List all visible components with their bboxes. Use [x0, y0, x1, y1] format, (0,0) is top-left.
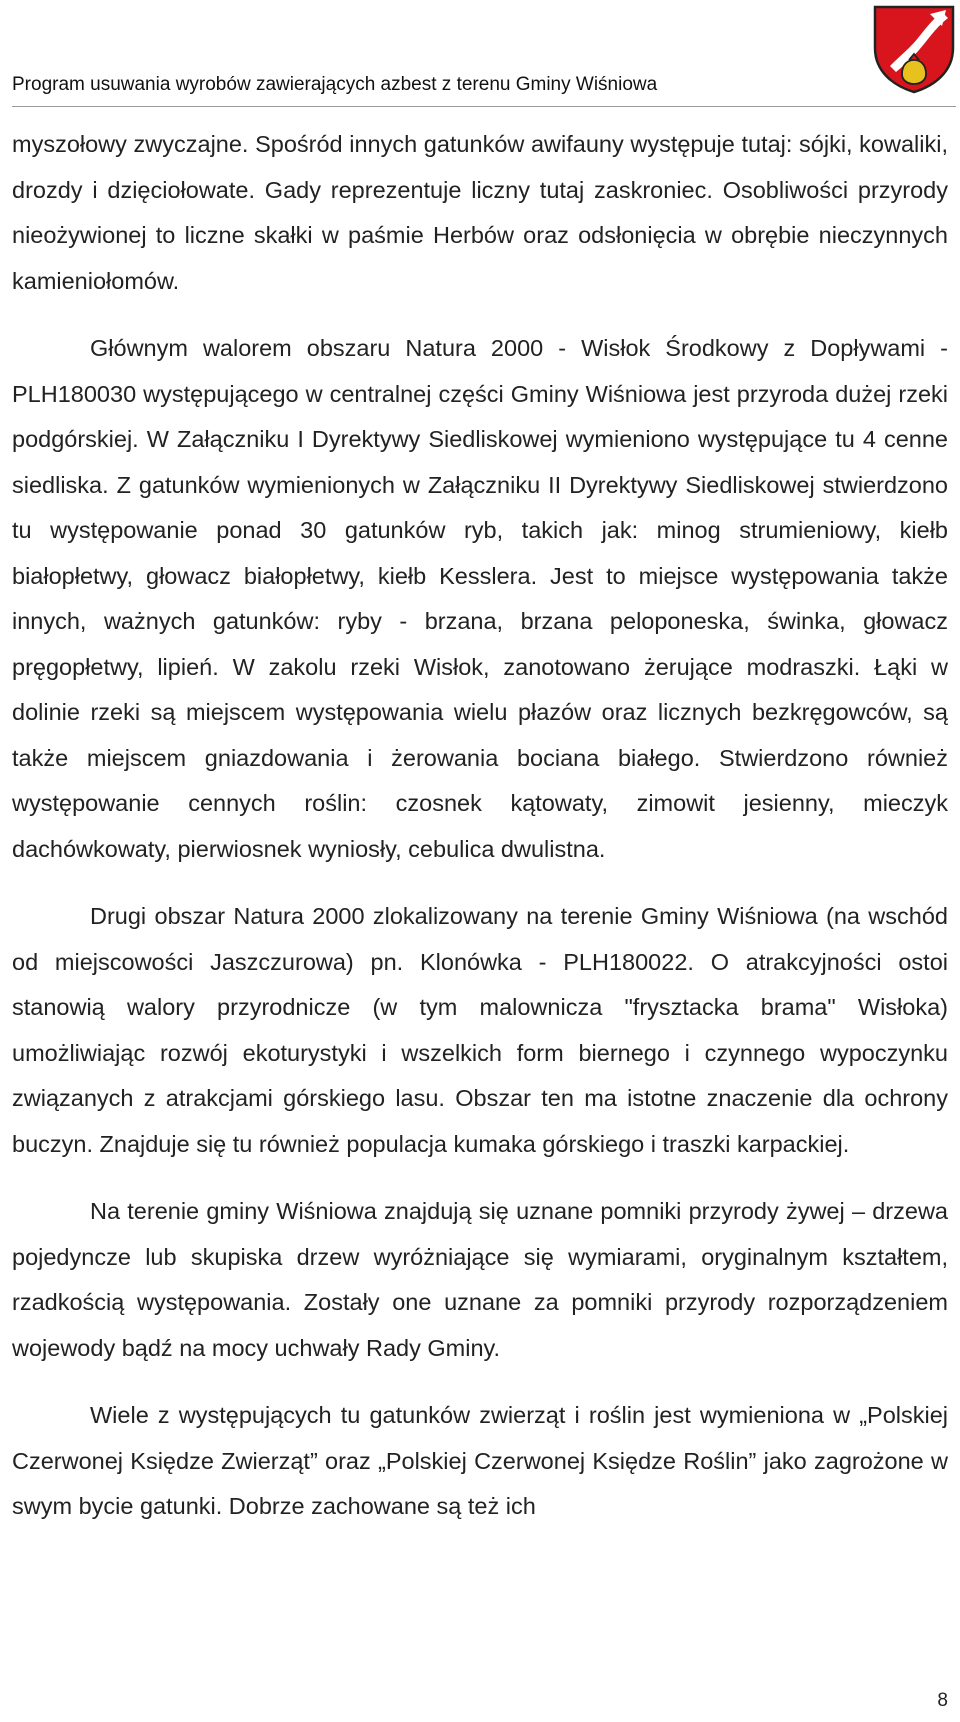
document-body: [12, 122, 948, 1552]
paragraph-nature-monuments: Na terenie gminy Wiśniowa znajdują się uznane pomniki przyrody żywej – drzewa pojedyncze lub skupiska drzew wyróżniające się wymiarami, oryginalnym kształtem, rzadkością występowania. Zostały one uznane za pomniki przyrody rozporządzeniem wojewody bądź na mocy uchwały Rady Gminy.: [12, 1198, 948, 1361]
page-header: [12, 0, 960, 108]
municipal-crest-icon: [872, 4, 956, 94]
paragraph-natura-wislok: Głównym walorem obszaru Natura 2000 - Wisłok Środkowy z Dopływami - PLH180030 występującego w centralnej części Gminy Wiśniowa jest przyroda dużej rzeki podgórskiej. W Załączniku I Dyrektywy Siedliskowej wymieniono występujące tu 4 cenne siedliska. Z gatunków wymienionych w Załączniku II Dyrektywy Siedliskowej stwierdzono tu występowanie ponad 30 gatunków ryb, takich jak: minog strumieniowy, kiełb białopłetwy, głowacz białopłetwy, kiełb Kesslera. Jest to miejsce występowania także innych, ważnych gatunków: ryby - brzana, brzana peloponeska, świnka, głowacz pręgopłetwy, lipień. W zakolu rzeki Wisłok, zanotowano żerujące modraszki. Łąki w dolinie rzeki są miejscem występowania wielu płazów oraz licznych bezkręgowców, są także miejscem gniazdowania i żerowania bociana białego. Stwierdzono również występowanie cennych roślin: czosnek kątowaty, zimowit jesienny, mieczyk dachówkowaty, pierwiosnek wyniosły, cebulica dwulistna.: [12, 335, 948, 862]
crest-bag: [902, 60, 926, 84]
paragraph-wildlife: myszołowy zwyczajne. Spośród innych gatunków awifauny występuje tutaj: sójki, kowaliki, drozdy i dzięciołowate. Gady reprezentuje liczny tutaj zaskroniec. Osobliwości przyrody nieożywionej to liczne skałki w paśmie Herbów oraz odsłonięcia w obrębie nieczynnych kamieniołomów.: [12, 131, 948, 294]
paragraph-natura-klonowka: Drugi obszar Natura 2000 zlokalizowany na terenie Gminy Wiśniowa (na wschód od miejscowości Jaszczurowa) pn. Klonówka - PLH180022. O atrakcyjności ostoi stanowią walory przyrodnicze (w tym malownicza "frysztacka brama" Wisłoka) umożliwiając rozwój ekoturystyki i wszelkich form biernego i czynnego wypoczynku związanych z atrakcjami górskiego lasu. Obszar ten ma istotne znaczenie dla ochrony buczyn. Znajduje się tu również populacja kumaka górskiego i traszki karpackiej.: [12, 903, 948, 1157]
header-title: Program usuwania wyrobów zawierających azbest z terenu Gminy Wiśniowa: [12, 74, 658, 95]
paragraph-red-book: Wiele z występujących tu gatunków zwierząt i roślin jest wymieniona w „Polskiej Czerwonej Księdze Zwierząt” oraz „Polskiej Czerwonej Księdze Roślin” jako zagrożone w swym bycie gatunki. Dobrze zachowane są też ich: [12, 1402, 948, 1519]
header-divider: [12, 106, 956, 107]
page-number: 8: [937, 1690, 948, 1711]
